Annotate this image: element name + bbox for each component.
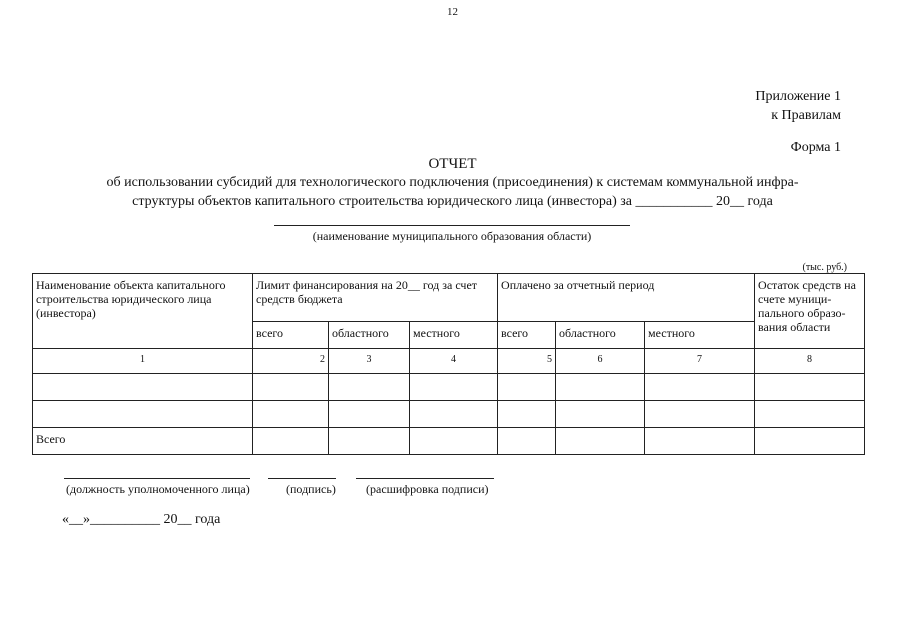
decoding-caption: (расшифровка подписи) bbox=[366, 482, 489, 496]
table-number-row bbox=[33, 349, 865, 374]
municipality-caption: (наименование муниципального образования области) bbox=[312, 229, 592, 243]
form-label: Форма 1 bbox=[790, 140, 841, 155]
signature-caption: (подпись) bbox=[286, 482, 336, 496]
table-cell bbox=[755, 401, 865, 428]
unit-note: (тыс. руб.) bbox=[802, 262, 847, 273]
table-cell bbox=[556, 374, 645, 401]
subheader-paid-local: местного bbox=[645, 322, 755, 349]
col-number-2: 2 bbox=[253, 349, 329, 374]
table-cell bbox=[755, 374, 865, 401]
col-number-1: 1 bbox=[33, 349, 253, 374]
col-number-6: 6 bbox=[556, 349, 645, 374]
subheader-limit-regional: областного bbox=[329, 322, 410, 349]
table-cell bbox=[253, 401, 329, 428]
table-cell bbox=[645, 374, 755, 401]
subheader-limit-local: местного bbox=[410, 322, 498, 349]
date-line: «__»__________ 20__ года bbox=[62, 512, 221, 527]
position-line bbox=[64, 478, 250, 479]
page-number: 12 bbox=[447, 6, 458, 18]
header-object-name: Наименование объекта капитального строительства юридического лица (инвестора) bbox=[33, 274, 253, 349]
report-subtitle-line-1: об использовании субсидий для технологического подключения (присоединения) к системам коммунальной инфра- bbox=[106, 175, 799, 190]
col-number-3: 3 bbox=[329, 349, 410, 374]
table-cell bbox=[556, 428, 645, 455]
table-cell bbox=[33, 374, 253, 401]
table-header-row bbox=[33, 274, 865, 322]
signature-line bbox=[268, 478, 336, 479]
header-balance: Остаток средств на счете муници-пального образо-вания области bbox=[755, 274, 865, 349]
appendix-line-2: к Правилам bbox=[771, 108, 841, 123]
table-cell bbox=[33, 401, 253, 428]
table-row bbox=[33, 401, 865, 428]
report-table bbox=[32, 273, 865, 455]
table-cell bbox=[329, 374, 410, 401]
decoding-line bbox=[356, 478, 494, 479]
total-label: Всего bbox=[33, 428, 253, 455]
subheader-limit-total: всего bbox=[253, 322, 329, 349]
appendix-header bbox=[755, 87, 841, 125]
table-row bbox=[33, 374, 865, 401]
report-title: ОТЧЕТ bbox=[428, 156, 477, 172]
appendix-line-1: Приложение 1 bbox=[755, 89, 841, 104]
table-cell bbox=[329, 428, 410, 455]
municipality-name-line bbox=[274, 225, 630, 226]
subheader-paid-regional: областного bbox=[556, 322, 645, 349]
report-subtitle-line-2: структуры объектов капитального строительства юридического лица (инвестора) за ___________ 20__ года bbox=[132, 194, 773, 209]
table-cell bbox=[410, 428, 498, 455]
position-caption: (должность уполномоченного лица) bbox=[66, 482, 250, 496]
col-number-4: 4 bbox=[410, 349, 498, 374]
table-cell bbox=[755, 428, 865, 455]
table-cell bbox=[329, 401, 410, 428]
table-cell bbox=[253, 374, 329, 401]
header-funding-limit: Лимит финансирования на 20__ год за счет средств бюджета bbox=[253, 274, 498, 322]
table-cell bbox=[645, 428, 755, 455]
table-cell bbox=[556, 401, 645, 428]
table-cell bbox=[253, 428, 329, 455]
table-cell bbox=[498, 374, 556, 401]
table-cell bbox=[410, 401, 498, 428]
col-number-8: 8 bbox=[755, 349, 865, 374]
header-paid-period: Оплачено за отчетный период bbox=[498, 274, 755, 322]
table-cell bbox=[498, 428, 556, 455]
table-cell bbox=[645, 401, 755, 428]
col-number-5: 5 bbox=[498, 349, 556, 374]
col-number-7: 7 bbox=[645, 349, 755, 374]
table-cell bbox=[410, 374, 498, 401]
table-total-row bbox=[33, 428, 865, 455]
subheader-paid-total: всего bbox=[498, 322, 556, 349]
table-cell bbox=[498, 401, 556, 428]
